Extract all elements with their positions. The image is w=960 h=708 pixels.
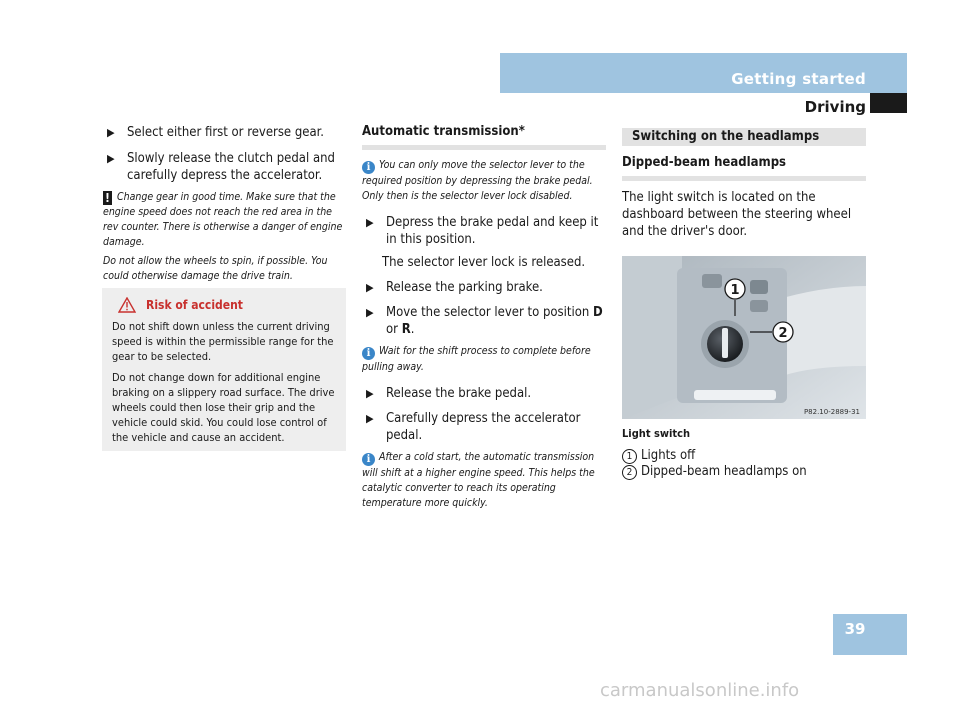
heading-automatic-transmission: Automatic transmission* [362,124,525,139]
heading-dipped-beam: Dipped-beam headlamps [622,155,787,170]
info-icon: i [362,347,375,360]
photo-caption: Light switch [622,427,691,440]
column-right [622,128,866,480]
list-item: ▶ Move the selector lever to position D or R. [362,304,606,338]
bullet-arrow-icon: ▶ [366,387,374,400]
warning-text-2: Do not change down for additional engine braking on a slippery road surface. The drive wheels could then lose their grip and the vehicle could skid. You could lose control of the vehicle and cause an accident. [112,371,335,444]
bullet-arrow-icon: ▶ [366,306,374,319]
bullet-arrow-icon: ▶ [107,152,115,165]
legend-item-2: 2 Dipped-beam headlamps on [622,464,866,480]
bullet-arrow-icon: ▶ [366,281,374,294]
list-item: ▶ Select either first or reverse gear. [103,124,346,141]
intro-paragraph: The light switch is located on the dashboard between the steering wheel and the driver's door. [622,190,852,239]
warning-triangle-icon [118,297,136,313]
column-left [103,124,346,284]
bullet-arrow-icon: ▶ [366,412,374,425]
list-item: ▶ Carefully depress the accelerator pedal. [362,410,606,444]
bullet-arrow-icon: ▶ [107,126,115,139]
photo-code: P82.10-2889-31 [803,408,860,416]
info-icon: i [362,453,375,466]
exclamation-icon: ! [103,191,112,205]
column-middle [362,124,606,511]
callout-1-label: 1 [730,283,740,298]
list-item: ▶ Depress the brake pedal and keep it in this position. [362,214,606,248]
watermark: carmanualsonline.info [600,680,800,701]
bullet-arrow-icon: ▶ [366,216,374,229]
warning-box [102,288,346,451]
light-switch-photo [622,256,866,419]
list-item: ▶ Slowly release the clutch pedal and carefully depress the accelerator. [103,150,346,184]
list-item: ▶ Release the parking brake. [362,279,606,296]
subsection-title: Driving [804,98,866,116]
section-bar: Switching on the headlamps [622,128,866,146]
info-note: i Wait for the shift process to complete before pulling away. [362,345,591,373]
legend-item-1: 1 Lights off [622,448,866,464]
caution-note-2: Do not allow the wheels to spin, if possible. You could otherwise damage the drive train. [103,255,328,282]
page-number: 39 [844,620,866,638]
callout-2-label: 2 [778,326,788,341]
warning-title: Risk of accident [112,297,336,313]
result-text: The selector lever lock is released. [382,255,586,270]
section-title: Getting started [731,70,866,88]
list-item: ▶ Release the brake pedal. [362,385,606,402]
heading-rule [362,145,606,150]
heading-rule [622,176,866,181]
dashboard-illustration [622,256,866,419]
info-icon: i [362,161,375,174]
caution-note: ! Change gear in good time. Make sure that the engine speed does not reach the red area in the rev counter. There is otherwise a danger of engine damage. [103,191,343,248]
warning-text-1: Do not shift down unless the current driving speed is within the permissible range for the gear to be selected. [112,320,334,363]
info-note: i You can only move the selector lever to the required position by depressing the brake pedal. Only then is the selector lever lock disabled. [362,159,593,202]
info-note: i After a cold start, the automatic transmission will shift at a higher engine speed. This helps the catalytic converter to reach its operating temperature more quickly. [362,451,595,509]
section-marker [870,93,907,113]
